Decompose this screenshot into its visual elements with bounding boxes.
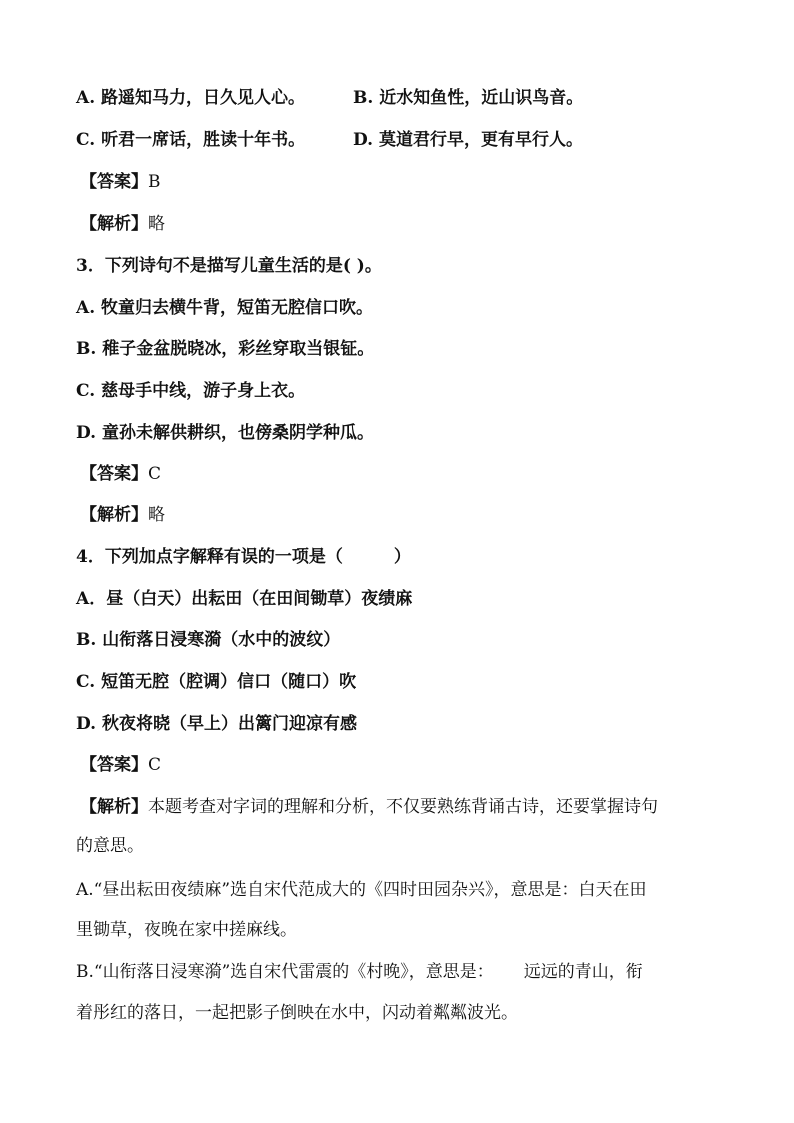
q3-answer [80,462,754,486]
q3-analysis [80,503,754,527]
analysis-b-text-post: 远远的青山，衔 [523,962,643,982]
q4-option-c: C. 短笛无腔（腔调）信口（随口）吹 [76,672,357,692]
q4-stem: 4．下列加点字解释有误的一项是（ ） [76,547,411,567]
q2-option-b: B. 近水知鱼性，近山识鸟音。 [353,88,584,108]
q3-option-b: B. 稚子金盆脱晓冰，彩丝穿取当银钲。 [76,339,375,359]
answer-tag: 【答案】 [80,464,148,484]
answer-tag: 【答案】 [80,755,148,775]
q4-analysis-b-line-2: 着彤红的落日，一起把影子倒映在水中，闪动着粼粼波光。 [76,1003,518,1023]
q2-option-a: A. 路遥知马力，日久见人心。 [76,88,306,108]
q4-analysis-a-line-1: A.“昼出耘田夜绩麻”选自宋代范成大的《四时田园杂兴》，意思是：白天在田 [76,880,647,900]
analysis-tag: 【解析】 [80,214,148,234]
q4-option-a: A．昼（白天）出耘田（在田间锄草）夜绩麻 [76,589,413,609]
answer-value: C [148,755,162,775]
analysis-value: 略 [148,214,165,234]
q2-option-c: C. 听君一席话，胜读十年书。 [76,130,306,150]
q4-analysis-line-1 [80,795,754,819]
q3-option-c: C. 慈母手中线，游子身上衣。 [76,381,306,401]
answer-tag: 【答案】 [80,172,148,192]
analysis-b-text-pre: B.“山衔落日浸寒漪”选自宋代雷震的《村晚》，意思是： [76,962,494,982]
answer-value: C [148,464,162,484]
q4-answer [80,753,754,777]
analysis-value: 略 [148,505,165,525]
q2-options-row-2 [76,128,754,152]
q2-answer [80,170,754,194]
q4-option-d: D. 秋夜将晓（早上）出篱门迎凉有感 [76,714,357,734]
q3-option-a: A. 牧童归去横牛背，短笛无腔信口吹。 [76,298,374,318]
q3-stem: 3．下列诗句不是描写儿童生活的是( )。 [76,256,382,276]
q4-analysis-a-line-2: 里锄草，夜晚在家中搓麻线。 [76,920,297,940]
q4-option-b: B. 山衔落日浸寒漪（水中的波纹） [76,630,341,650]
q2-option-d: D. 莫道君行早，更有早行人。 [353,130,583,150]
q2-options-row-1 [76,86,754,110]
analysis-tag: 【解析】 [80,797,148,817]
q4-analysis-b-line-1 [76,960,754,984]
q4-analysis-line-2: 的意思。 [76,836,144,856]
q2-analysis [80,212,754,236]
analysis-tag: 【解析】 [80,505,148,525]
q3-option-d: D. 童孙未解供耕织，也傍桑阴学种瓜。 [76,423,374,443]
answer-value: B [148,172,161,192]
analysis-text: 本题考查对字词的理解和分析，不仅要熟练背诵古诗，还要掌握诗句 [148,797,658,817]
